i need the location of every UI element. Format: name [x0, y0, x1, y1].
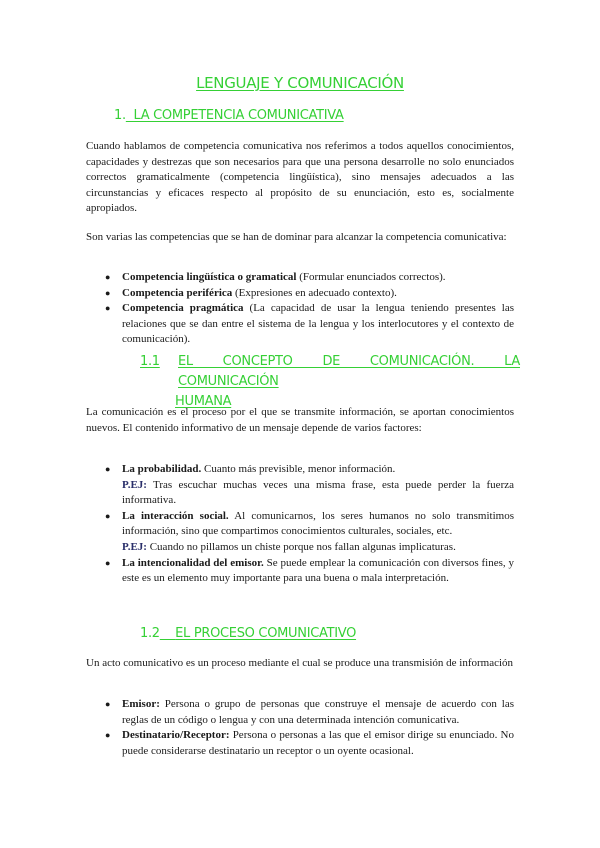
item-term: Competencia lingüística o gramatical	[122, 271, 297, 283]
item-text: Persona o grupo de personas que construye el mensaje de acuerdo con las reglas de un código o lengua y con una determinada intención comunicativa.	[122, 698, 514, 726]
item-text: Cuanto más previsible, menor información.	[201, 463, 396, 475]
example-text: Tras escuchar muchas veces una misma frase, esta puede perder la fuerza informativa.	[122, 478, 514, 507]
section-heading-1-2	[140, 626, 356, 641]
list-item	[86, 697, 514, 728]
paragraph-intro: Cuando hablamos de competencia comunicativa nos referimos a todos aquellos conocimientos, capacidades y destrezas que son necesarios para que una persona desarrolle no solo enunciados correctos gramaticalmente (competencia lingüística), sino mensajes adecuados a las circunstancias y eficaces respecto al propósito de su enunciación, esto es, socialmente apropiados.	[86, 140, 514, 215]
section-heading-1-1	[140, 352, 520, 412]
paragraph-comunicacion: La comunicación es el proceso por el que se transmite información, se aportan conocimientos nuevos. El contenido informativo de un mensaje depende de varios factores:	[86, 406, 514, 434]
document-title: LENGUAJE Y COMUNICACIÓN	[196, 74, 404, 92]
item-term: Destinatario/Receptor:	[122, 729, 230, 742]
bullet-icon: ●	[105, 699, 111, 709]
item-term: Competencia pragmática	[122, 302, 244, 315]
paragraph-competencias: Son varias las competencias que se han de dominar para alcanzar la competencia comunicativa:	[86, 231, 507, 243]
item-text: Al comunicarnos, los seres humanos no solo transmitimos información, sino que compartimos conocimientos culturales, sociales, etc.	[122, 509, 514, 538]
bullet-icon: ●	[105, 464, 111, 474]
section-number: 1.	[114, 108, 126, 123]
section-title-line2: HUMANA	[175, 394, 232, 409]
item-text: Se puede emplear la comunicación con diversos fines, y este es un elemento muy importante para una buena o mala interpretación.	[122, 556, 514, 585]
section-title: EL PROCESO COMUNICATIVO	[175, 626, 357, 641]
competencias-list	[86, 270, 514, 348]
list-item	[86, 286, 514, 302]
item-term: Emisor:	[122, 698, 160, 710]
list-item	[86, 301, 514, 348]
list-item	[86, 509, 514, 556]
item-term: La intencionalidad del emisor.	[122, 556, 264, 569]
list-item	[86, 556, 514, 587]
item-text: Persona o personas a las que el emisor dirige su enunciado. No puede considerarse destinatario un receptor o un oyente ocasional.	[122, 729, 514, 757]
bullet-icon: ●	[105, 287, 111, 298]
item-text: (La capacidad de usar la lengua teniendo presentes las relaciones que se dan entre el sistema de la lengua y los interlocutores y el contexto de comunicación).	[122, 302, 514, 346]
item-term: Competencia periférica	[122, 286, 233, 299]
section-title-line1: EL CONCEPTO DE COMUNICACIÓN. LA COMUNICACIÓN	[178, 354, 520, 389]
example-text: Cuando no pillamos un chiste porque nos fallan algunas implicaturas.	[146, 540, 456, 553]
list-item	[86, 270, 514, 286]
factores-list	[86, 462, 514, 587]
item-text: (Formular enunciados correctos).	[296, 271, 446, 283]
section-title: LA COMPETENCIA COMUNICATIVA	[133, 108, 344, 123]
item-term: La interacción social.	[122, 509, 229, 522]
section-number: 1.2	[140, 626, 160, 641]
item-text: (Expresiones en adecuado contexto).	[232, 286, 397, 299]
paragraph-acto-comunicativo: Un acto comunicativo es un proceso mediante el cual se produce una transmisión de información	[86, 657, 514, 669]
bullet-icon: ●	[105, 303, 111, 314]
section-heading-1	[114, 108, 344, 123]
example-label: P.EJ:	[122, 478, 147, 491]
bullet-icon: ●	[105, 510, 111, 521]
list-item	[86, 462, 514, 509]
example-label: P.EJ:	[122, 540, 147, 553]
item-term: La probabilidad.	[122, 463, 202, 475]
list-item	[86, 728, 514, 759]
elementos-list	[86, 697, 514, 759]
bullet-icon: ●	[105, 272, 111, 282]
bullet-icon: ●	[105, 730, 111, 741]
bullet-icon: ●	[105, 557, 111, 568]
section-number: 1.1	[140, 354, 160, 369]
